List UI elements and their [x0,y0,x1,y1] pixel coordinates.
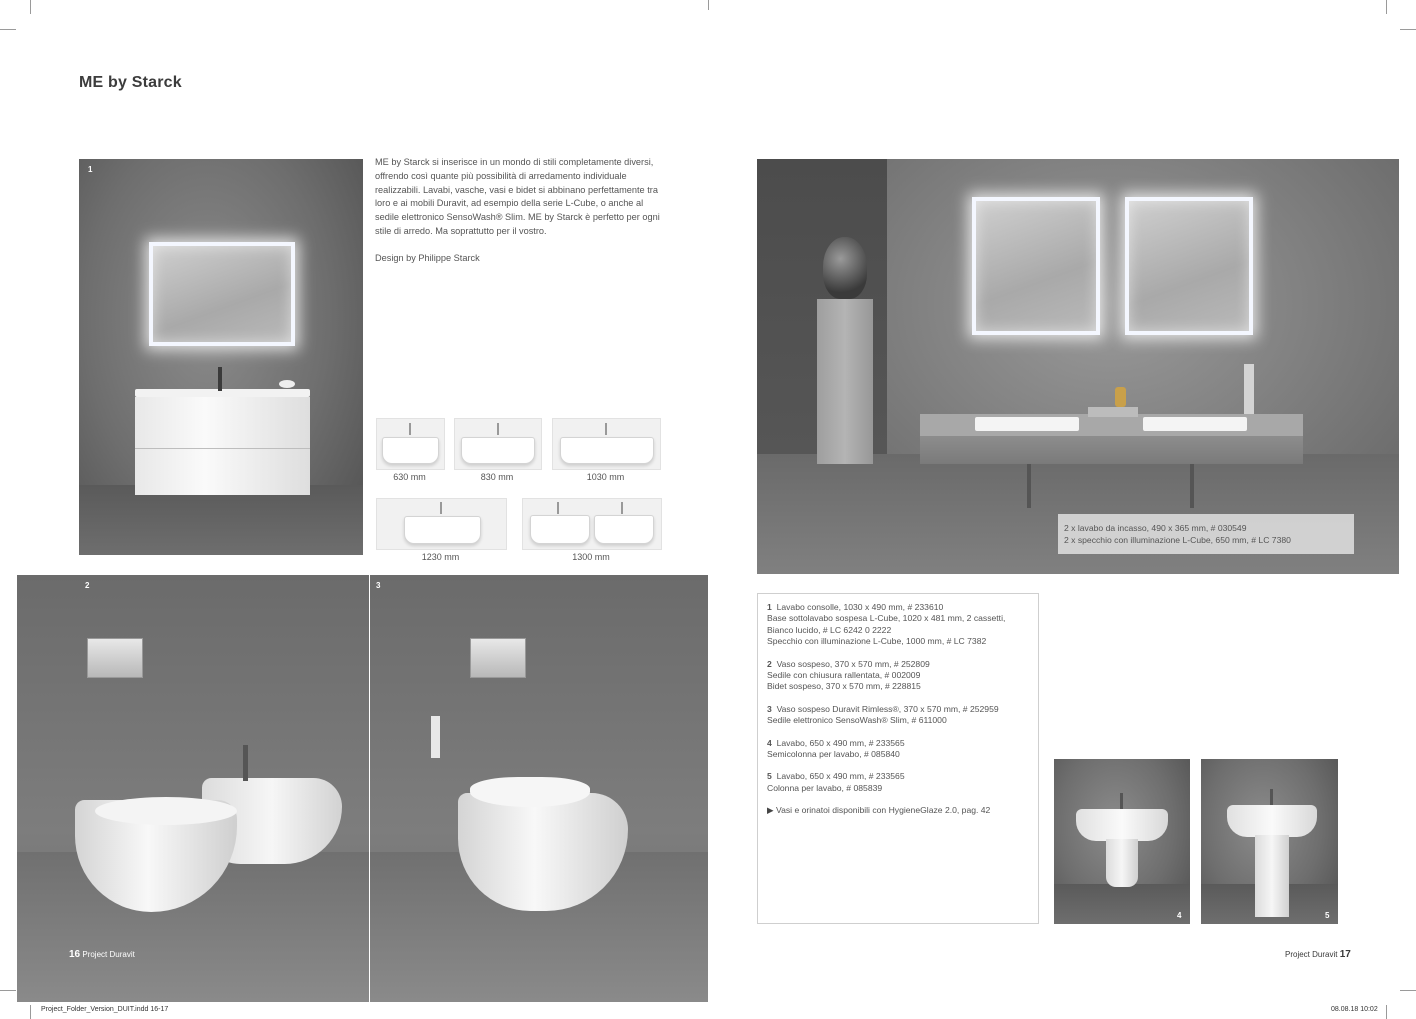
photo-vanity-mirror [79,159,363,555]
page-title: ME by Starck [79,74,182,91]
sink-thumb-1230 [376,498,507,550]
product-specs [757,593,1039,924]
photo-sink-semipedestal [1054,759,1190,924]
sink-thumb-1300 [522,498,662,550]
spec-line: Sedile con chiusura rallentata, # 002009 [767,670,921,681]
crop-mark [30,1005,31,1019]
spec-line: Sedile elettronico SensoWash® Slim, # 611000 [767,715,947,726]
spec-line: Bianco lucido, # LC 6242 0 2222 [767,624,892,635]
crop-mark [1386,0,1387,14]
crop-mark [30,0,31,14]
crop-mark [708,0,709,10]
spec-line: Base sottolavabo sospesa L-Cube, 1020 x 481 mm, 2 cassetti, [767,613,1006,624]
crop-mark [0,29,16,30]
spec-line: Vaso sospeso, 370 x 570 mm, # 252809 [776,658,930,669]
spec-line: Lavabo, 650 x 490 mm, # 233565 [776,771,905,782]
page-footer-right [1285,949,1351,960]
spec-group [767,659,1029,693]
design-credit: Design by Philippe Starck [375,252,480,263]
spec-number: 5 [767,771,772,782]
image-number: 1 [88,165,93,174]
spec-line: Vaso sospeso Duravit Rimless®, 370 x 570 mm, # 252959 [776,703,999,714]
image-number: 5 [1325,911,1330,920]
photo-toilet-bidet [17,575,369,1002]
spec-line: Colonna per lavabo, # 085839 [767,782,883,793]
crop-mark [1400,990,1416,991]
arrow-right-icon: ▶ [767,805,774,816]
footer-label: Project Duravit [1285,950,1338,959]
spec-note [767,805,1029,816]
spec-number: 2 [767,658,772,669]
crop-mark [1386,1005,1387,1019]
sink-size-label: 1230 mm [421,552,460,562]
sink-size-label: 1030 mm [586,472,625,482]
spec-number: 1 [767,602,772,612]
intro-text [375,156,665,279]
sink-thumb-1030 [552,418,661,470]
spec-group [767,771,1029,794]
slug-timestamp: 08.08.18 10:02 [1331,1006,1378,1013]
slug-filename: Project_Folder_Version_DUIT.indd 16-17 [41,1006,169,1013]
note-text: Vasi e orinatoi disponibili con HygieneGlaze 2.0, pag. 42 [776,805,991,816]
crop-mark [1400,29,1416,30]
spec-line: Specchio con illuminazione L-Cube, 1000 mm, # LC 7382 [767,636,987,647]
sink-thumb-630 [376,418,445,470]
photo-double-sink [757,159,1399,574]
intro-paragraph: ME by Starck si inserisce in un mondo di stili completamente diversi, offrendo così quante più possibilità di arredamento individuale realizzabili. Lavabi, vasche, vasi e bidet si abbinano perfettamente tra loro e ai mobili Duravit, ad esempio della serie L-Cube, o anche al sedile elettronico SensoWash® Slim. ME by Starck è perfetto per ogni stile di arredo. Ma soprattutto per il vostro. [375,157,660,236]
spec-number: 3 [767,703,772,714]
spec-line: Semicolonna per lavabo, # 085840 [767,749,900,760]
spec-group [767,738,1029,761]
sink-thumb-830 [454,418,542,470]
page-footer-left [69,949,135,960]
page-number: 17 [1339,949,1351,960]
image-number: 4 [1177,911,1182,920]
spec-line: Lavabo consolle, 1030 x 490 mm, # 233610 [776,602,944,612]
footer-label: Project Duravit [82,950,135,959]
caption-line: 2 x lavabo da incasso, 490 x 365 mm, # 030549 [1064,523,1247,533]
sink-size-label: 1300 mm [572,552,610,562]
spec-line: Lavabo, 650 x 490 mm, # 233565 [776,737,905,748]
image-number: 2 [85,581,90,590]
caption-line: 2 x specchio con illuminazione L-Cube, 650 mm, # LC 7380 [1064,535,1291,545]
spec-group [767,602,1029,648]
spec-group [767,704,1029,727]
spec-number: 4 [767,737,772,748]
page-number: 16 [69,949,81,960]
photo-sink-pedestal [1201,759,1338,924]
sink-size-label: 630 mm [393,472,426,482]
spec-line: Bidet sospeso, 370 x 570 mm, # 228815 [767,681,921,692]
photo-sensowash-toilet [370,575,708,1002]
photo-caption [1058,514,1354,554]
sink-size-label: 830 mm [480,472,514,482]
crop-mark [0,990,16,991]
image-number: 3 [376,581,381,590]
